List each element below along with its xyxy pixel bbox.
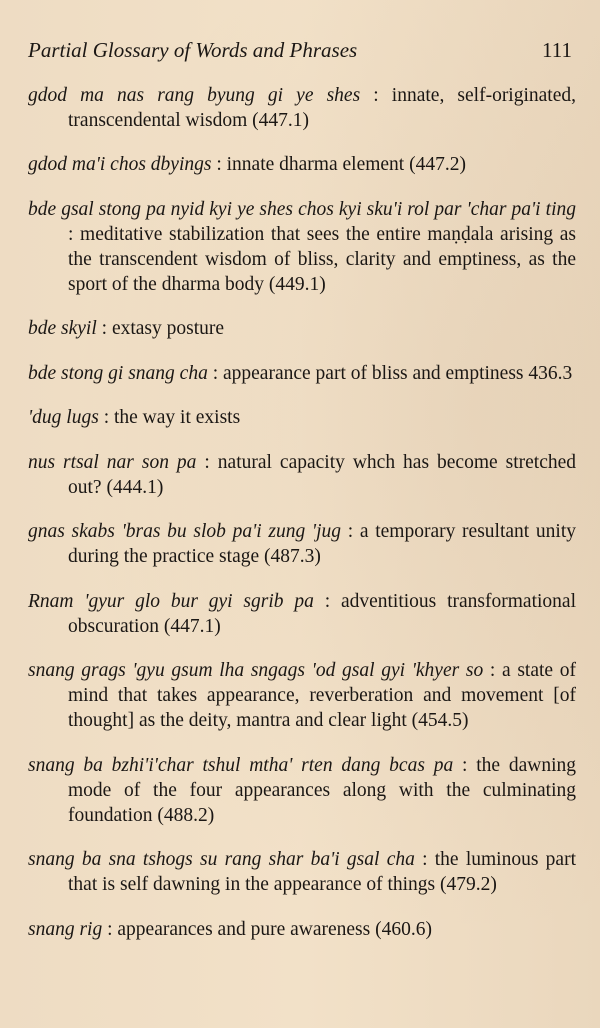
entry-definition: adventitious transformational obscuration (447.1) — [68, 590, 576, 637]
entry-term: 'dug lugs — [28, 407, 99, 428]
entry-term: gdod ma'i chos dbyings — [28, 154, 212, 175]
entry-definition: a temporary resultant unity during the practice stage (487.3) — [68, 521, 576, 567]
entry-definition: natural capacity whch has become stretched out? (444.1) — [68, 451, 577, 498]
entry-definition: appearances and pure awareness (460.6) — [117, 918, 432, 940]
entry-separator: : — [414, 849, 435, 870]
glossary-entry — [28, 589, 576, 639]
glossary-entry — [28, 361, 576, 386]
glossary-entry — [28, 83, 576, 133]
page-title: Partial Glossary of Words and Phrases — [28, 38, 358, 62]
glossary-entry — [28, 753, 576, 828]
glossary-entry — [28, 197, 576, 297]
glossary-entry — [28, 316, 576, 341]
entry-term: snang ba sna tshogs su rang shar ba'i gsal cha — [28, 849, 415, 870]
entry-definition: extasy posture — [111, 318, 225, 339]
entry-definition: the dawning mode of the four appearances along with the culminating foundation (488.2) — [68, 754, 576, 826]
entry-separator: : — [211, 154, 227, 175]
entry-separator: : — [196, 451, 218, 473]
entry-definition: appearance part of bliss and emptiness 436.3 — [223, 362, 573, 384]
entry-separator: : — [453, 754, 477, 776]
entry-term: gdod ma nas rang byung gi ye shes — [28, 84, 361, 106]
entry-definition: meditative stabilization that sees the entire maṇḍala arising as the transcendent wisdom of bliss, clarity and emptiness, as the sport of the dharma body (449.1) — [68, 223, 576, 295]
entry-separator: : — [102, 918, 118, 940]
page-number: 111 — [542, 38, 572, 62]
entry-separator: : — [313, 590, 341, 612]
glossary-entry — [28, 405, 576, 430]
entry-definition: the luminous part that is self dawning in the appearance of things (479.2) — [68, 849, 576, 895]
glossary-entry — [28, 847, 576, 897]
glossary-list — [28, 83, 576, 942]
glossary-entry — [28, 658, 576, 733]
entry-term: snang grags 'gyu gsum lha sngags 'od gsal gyi 'khyer so — [28, 660, 484, 681]
entry-separator: : — [68, 223, 81, 245]
entry-term: bde gsal stong pa nyid kyi ye shes chos kyi sku'i rol par 'char pa'i ting — [28, 198, 576, 220]
entry-separator: : — [98, 407, 114, 428]
entry-definition: innate, self-originated, transcendental wisdom (447.1) — [68, 84, 576, 131]
page-header — [28, 38, 576, 63]
entry-separator: : — [483, 660, 502, 681]
entry-term: nus rtsal nar son pa — [28, 451, 197, 473]
entry-separator: : — [96, 318, 112, 339]
entry-definition: the way it exists — [113, 407, 241, 428]
entry-definition: a state of mind that takes appearance, reverberation and movement [of thought] as the deity, mantra and clear light (454.5) — [68, 660, 576, 731]
entry-separator: : — [207, 362, 223, 384]
entry-term: snang rig — [28, 918, 103, 940]
glossary-entry — [28, 917, 576, 942]
glossary-entry — [28, 519, 576, 569]
glossary-entry — [28, 152, 576, 177]
entry-term: bde stong gi snang cha — [28, 362, 208, 384]
entry-term: gnas skabs 'bras bu slob pa'i zung 'jug — [28, 521, 341, 542]
glossary-entry — [28, 450, 576, 500]
entry-definition: innate dharma element (447.2) — [226, 154, 466, 175]
entry-term: bde skyil — [28, 318, 97, 339]
entry-term: Rnam 'gyur glo bur gyi sgrib pa — [28, 590, 314, 612]
entry-separator: : — [341, 521, 360, 542]
entry-separator: : — [360, 84, 392, 106]
entry-term: snang ba bzhi'i'char tshul mtha' rten dang bcas pa — [28, 754, 454, 776]
